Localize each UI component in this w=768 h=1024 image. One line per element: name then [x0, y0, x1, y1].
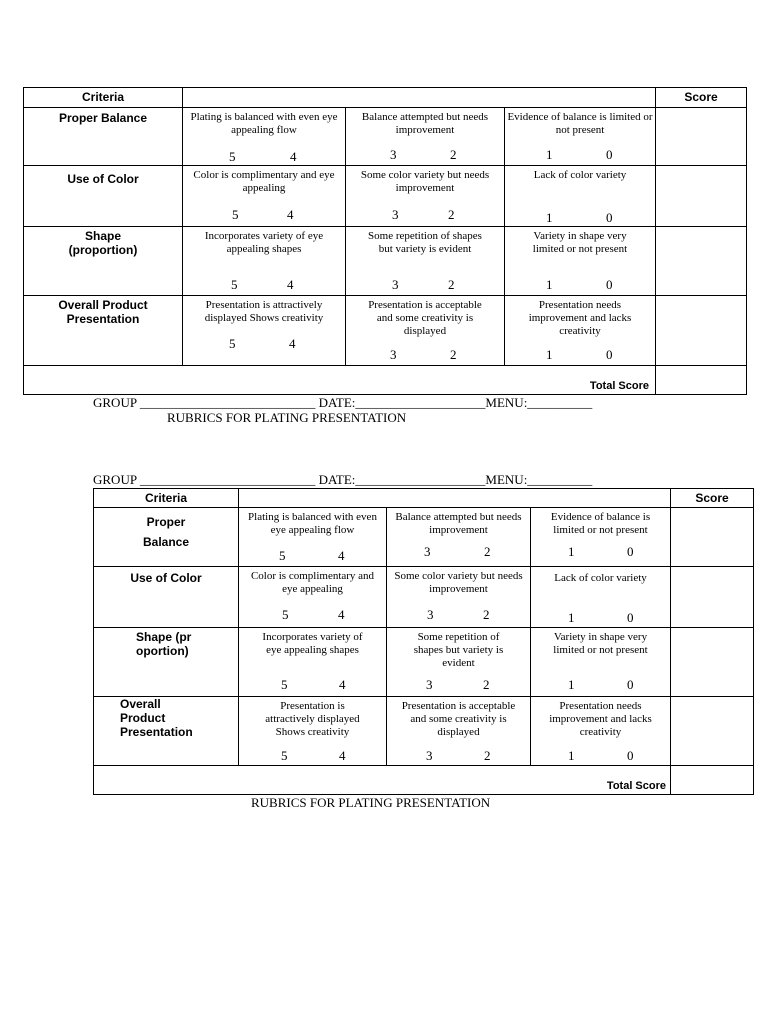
- score-header: Score: [671, 489, 754, 508]
- score-cell[interactable]: [671, 697, 754, 766]
- table-row: [24, 296, 747, 366]
- table-row: [94, 697, 754, 766]
- criteria-header: Criteria: [24, 88, 183, 108]
- header-blank: [239, 489, 671, 508]
- level-cell: Variety in shape very limited or not present 1 0: [531, 628, 671, 697]
- level-cell: Presentation needs improvement and lacks creativity 1 0: [531, 697, 671, 766]
- level-cell: Lack of color variety 1 0: [531, 567, 671, 628]
- level-cell: Evidence of balance is limited or not present 1 0: [505, 108, 656, 166]
- criteria-shape: Shape (proportion): [94, 628, 239, 697]
- table-row: [24, 227, 747, 296]
- criteria-proper-balance: Proper Balance: [24, 108, 183, 166]
- score-cell[interactable]: [671, 628, 754, 697]
- rubric-caption: RUBRICS FOR PLATING PRESENTATION: [167, 410, 407, 425]
- table-row: [24, 166, 747, 227]
- level-cell: Color is complimentary and eye appealing 5 4: [183, 166, 346, 227]
- level-cell: Color is complimentary and eye appealing 5 4: [239, 567, 387, 628]
- level-cell: Plating is balanced with even eye appealing flow 5 4: [239, 508, 387, 567]
- level-cell: Some color variety but needs improvement 3 2: [387, 567, 531, 628]
- score-cell[interactable]: [656, 296, 747, 366]
- level-cell: Balance attempted but needs improvement 3 2: [346, 108, 505, 166]
- total-score-cell[interactable]: [656, 366, 747, 395]
- level-cell: Presentation is attractively displayed Shows creativity 5 4: [239, 697, 387, 766]
- header-row: [94, 489, 754, 508]
- table-row: [94, 508, 754, 567]
- criteria-shape: Shape (proportion): [24, 227, 183, 296]
- total-score-label: Total Score: [94, 766, 671, 795]
- level-cell: Presentation needs improvement and lacks creativity 1 0: [505, 296, 656, 366]
- criteria-header: Criteria: [94, 489, 239, 508]
- level-cell: Presentation is acceptable and some creativity is displayed 3 2: [346, 296, 505, 366]
- score-cell[interactable]: [671, 567, 754, 628]
- level-cell: Some repetition of shapes but variety is evident 3 2: [346, 227, 505, 296]
- group-date-menu-line: GROUP ___________________________ DATE:____________________MENU:__________: [93, 472, 593, 487]
- level-cell: Variety in shape very limited or not present 1 0: [505, 227, 656, 296]
- level-cell: Incorporates variety of eye appealing shapes 5 4: [239, 628, 387, 697]
- rubric-table-2: [93, 488, 754, 795]
- level-cell: Balance attempted but needs improvement 3 2: [387, 508, 531, 567]
- level-cell: Presentation is acceptable and some creativity is displayed 3 2: [387, 697, 531, 766]
- criteria-use-of-color: Use of Color: [24, 166, 183, 227]
- score-cell[interactable]: [656, 108, 747, 166]
- criteria-overall-presentation: Overall Product Presentation: [94, 697, 239, 766]
- score-header: Score: [656, 88, 747, 108]
- level-cell: Evidence of balance is limited or not present 1 0: [531, 508, 671, 567]
- total-row: [24, 366, 747, 395]
- total-score-cell[interactable]: [671, 766, 754, 795]
- level-cell: Lack of color variety 1 0: [505, 166, 656, 227]
- level-cell: Some color variety but needs improvement 3 2: [346, 166, 505, 227]
- rubric-caption: RUBRICS FOR PLATING PRESENTATION: [251, 795, 491, 810]
- score-cell[interactable]: [656, 166, 747, 227]
- level-cell: Some repetition of shapes but variety is evident 3 2: [387, 628, 531, 697]
- table-row: [94, 628, 754, 697]
- criteria-proper-balance: Proper Balance: [94, 508, 239, 567]
- criteria-use-of-color: Use of Color: [94, 567, 239, 628]
- total-row: [94, 766, 754, 795]
- criteria-overall-presentation: Overall Product Presentation: [24, 296, 183, 366]
- rubric-table-1: [23, 87, 747, 395]
- level-cell: Presentation is attractively displayed Shows creativity 5 4: [183, 296, 346, 366]
- level-cell: Plating is balanced with even eye appealing flow 5 4: [183, 108, 346, 166]
- table-row: [94, 567, 754, 628]
- header-blank: [183, 88, 656, 108]
- group-date-menu-line: GROUP ___________________________ DATE:____________________MENU:__________: [93, 395, 593, 410]
- score-cell[interactable]: [656, 227, 747, 296]
- table-row: [24, 108, 747, 166]
- header-row: [24, 88, 747, 108]
- level-cell: Incorporates variety of eye appealing shapes 5 4: [183, 227, 346, 296]
- score-cell[interactable]: [671, 508, 754, 567]
- total-score-label: Total Score: [24, 366, 656, 395]
